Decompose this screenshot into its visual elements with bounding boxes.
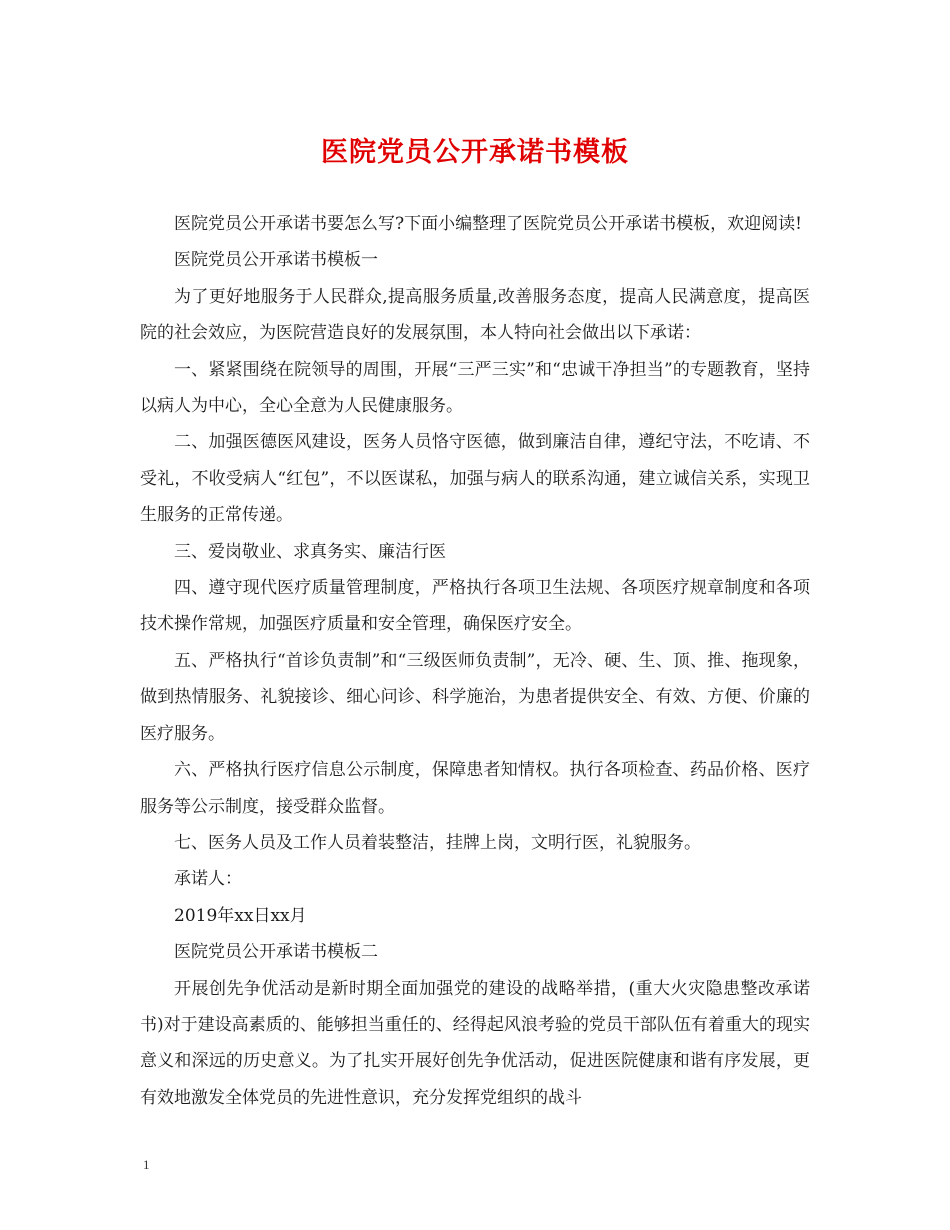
commitment-item-7: 七、医务人员及工作人员着装整洁，挂牌上岗，文明行医，礼貌服务。 (174, 832, 701, 853)
intro-paragraph: 医院党员公开承诺书要怎么写?下面小编整理了医院党员公开承诺书模板，欢迎阅读! (174, 214, 802, 234)
commitment-preamble: 为了更好地服务于人民群众,提高服务质量,改善服务态度，提高人民满意度，提高医院的社会效应，为医院营造良好的发展氛围，本人特向社会做出以下承诺： (140, 286, 810, 344)
commitment-item-6: 六、严格执行医疗信息公示制度，保障患者知情权。执行各项检查、药品价格、医疗服务等公示制度，接受群众监督。 (140, 760, 810, 817)
template-two-paragraph: 开展创先争优活动是新时期全面加强党的建设的战略举措，(重大火灾隐患整改承诺书)对于建设高素质的、能够担当重任的、经得起风浪考验的党员干部队伍有着重大的现实意义和深远的历史意义。为了扎实开展好创先争优活动，促进医院健康和谐有序发展，更有效地激发全体党员的先进性意识，充分发挥党组织的战斗 (140, 978, 810, 1108)
section-heading-template-one: 医院党员公开承诺书模板一 (174, 250, 378, 271)
page-number: 1 (143, 1157, 150, 1172)
commitment-item-1: 一、紧紧围绕在院领导的周围，开展“三严三实”和“忠诚干净担当”的专题教育，坚持以病人为中心，全心全意为人民健康服务。 (140, 359, 810, 417)
commitment-item-5: 五、严格执行“首诊负责制”和“三级医师负责制”，无冷、硬、生、顶、推、拖现象，做到热情服务、礼貌接诊、细心问诊、科学施治，为患者提供安全、有效、方便、价廉的医疗服务。 (140, 650, 810, 744)
signer-label: 承诺人： (174, 869, 242, 890)
date-line: 2019年xx日xx月 (174, 905, 307, 926)
document-body (140, 206, 810, 1116)
document-title: 医院党员公开承诺书模板 (321, 137, 629, 168)
commitment-item-4: 四、遵守现代医疗质量管理制度，严格执行各项卫生法规、各项医疗规章制度和各项技术操作常规，加强医疗质量和安全管理，确保医疗安全。 (140, 578, 810, 635)
commitment-item-2: 二、加强医德医风建设，医务人员恪守医德，做到廉洁自律，遵纪守法，不吃请、不受礼，不收受病人“红包”，不以医谋私，加强与病人的联系沟通，建立诚信关系，实现卫生服务的正常传递。 (140, 432, 810, 526)
commitment-item-3: 三、爱岗敬业、求真务实、廉洁行医 (174, 541, 446, 562)
section-heading-template-two: 医院党员公开承诺书模板二 (174, 942, 378, 963)
